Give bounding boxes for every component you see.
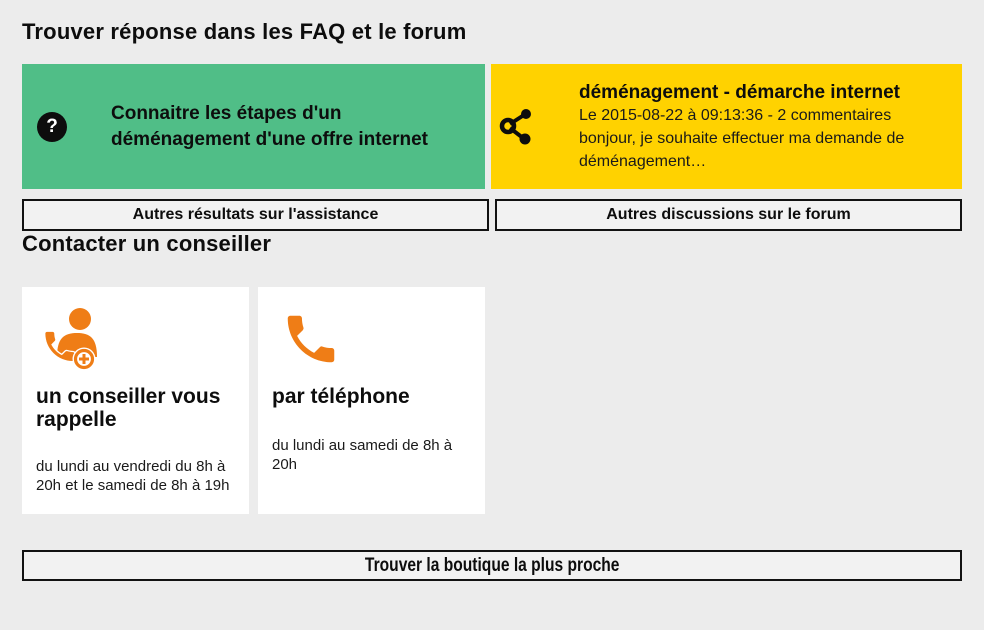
forum-topic-title: déménagement - démarche internet — [579, 81, 900, 103]
assistance-faq-text: Connaitre les étapes d'un déménagement d'une offre internet — [111, 102, 429, 150]
forum-topic-text — [579, 81, 945, 173]
contact-section-title: Contacter un conseiller — [22, 231, 272, 256]
find-store-button-label: Trouver la boutique la plus proche — [364, 554, 620, 576]
callback-advisor-card[interactable] — [22, 287, 249, 514]
forum-topic-card[interactable] — [491, 64, 962, 189]
callback-card-hours: du lundi au vendredi du 8h à 20h et le samedi de 8h à 19h — [36, 458, 230, 494]
phone-icon — [280, 307, 342, 371]
contact-cards-row — [22, 287, 962, 514]
faq-cards-row — [22, 64, 962, 189]
question-mark-icon: ? — [37, 112, 67, 142]
share-icon — [499, 107, 535, 147]
find-store-button[interactable] — [22, 550, 962, 581]
forum-topic-excerpt: bonjour, je souhaite effectuer ma demande de déménagement… — [579, 129, 905, 170]
phone-card-title: par téléphone — [272, 385, 410, 408]
callback-advisor-icon — [44, 307, 100, 371]
phone-card-hours: du lundi au samedi de 8h à 20h — [272, 437, 453, 473]
assistance-faq-card[interactable] — [22, 64, 485, 189]
callback-card-title: un conseiller vous rappelle — [36, 385, 221, 431]
forum-more-button[interactable]: Autres discussions sur le forum — [495, 199, 962, 231]
assistance-more-button[interactable]: Autres résultats sur l'assistance — [22, 199, 489, 231]
faq-section-title: Trouver réponse dans les FAQ et le forum — [22, 19, 467, 44]
phone-contact-card[interactable] — [258, 287, 485, 514]
forum-topic-meta: Le 2015-08-22 à 09:13:36 - 2 commentaires — [579, 106, 892, 124]
faq-buttons-row — [22, 199, 962, 231]
